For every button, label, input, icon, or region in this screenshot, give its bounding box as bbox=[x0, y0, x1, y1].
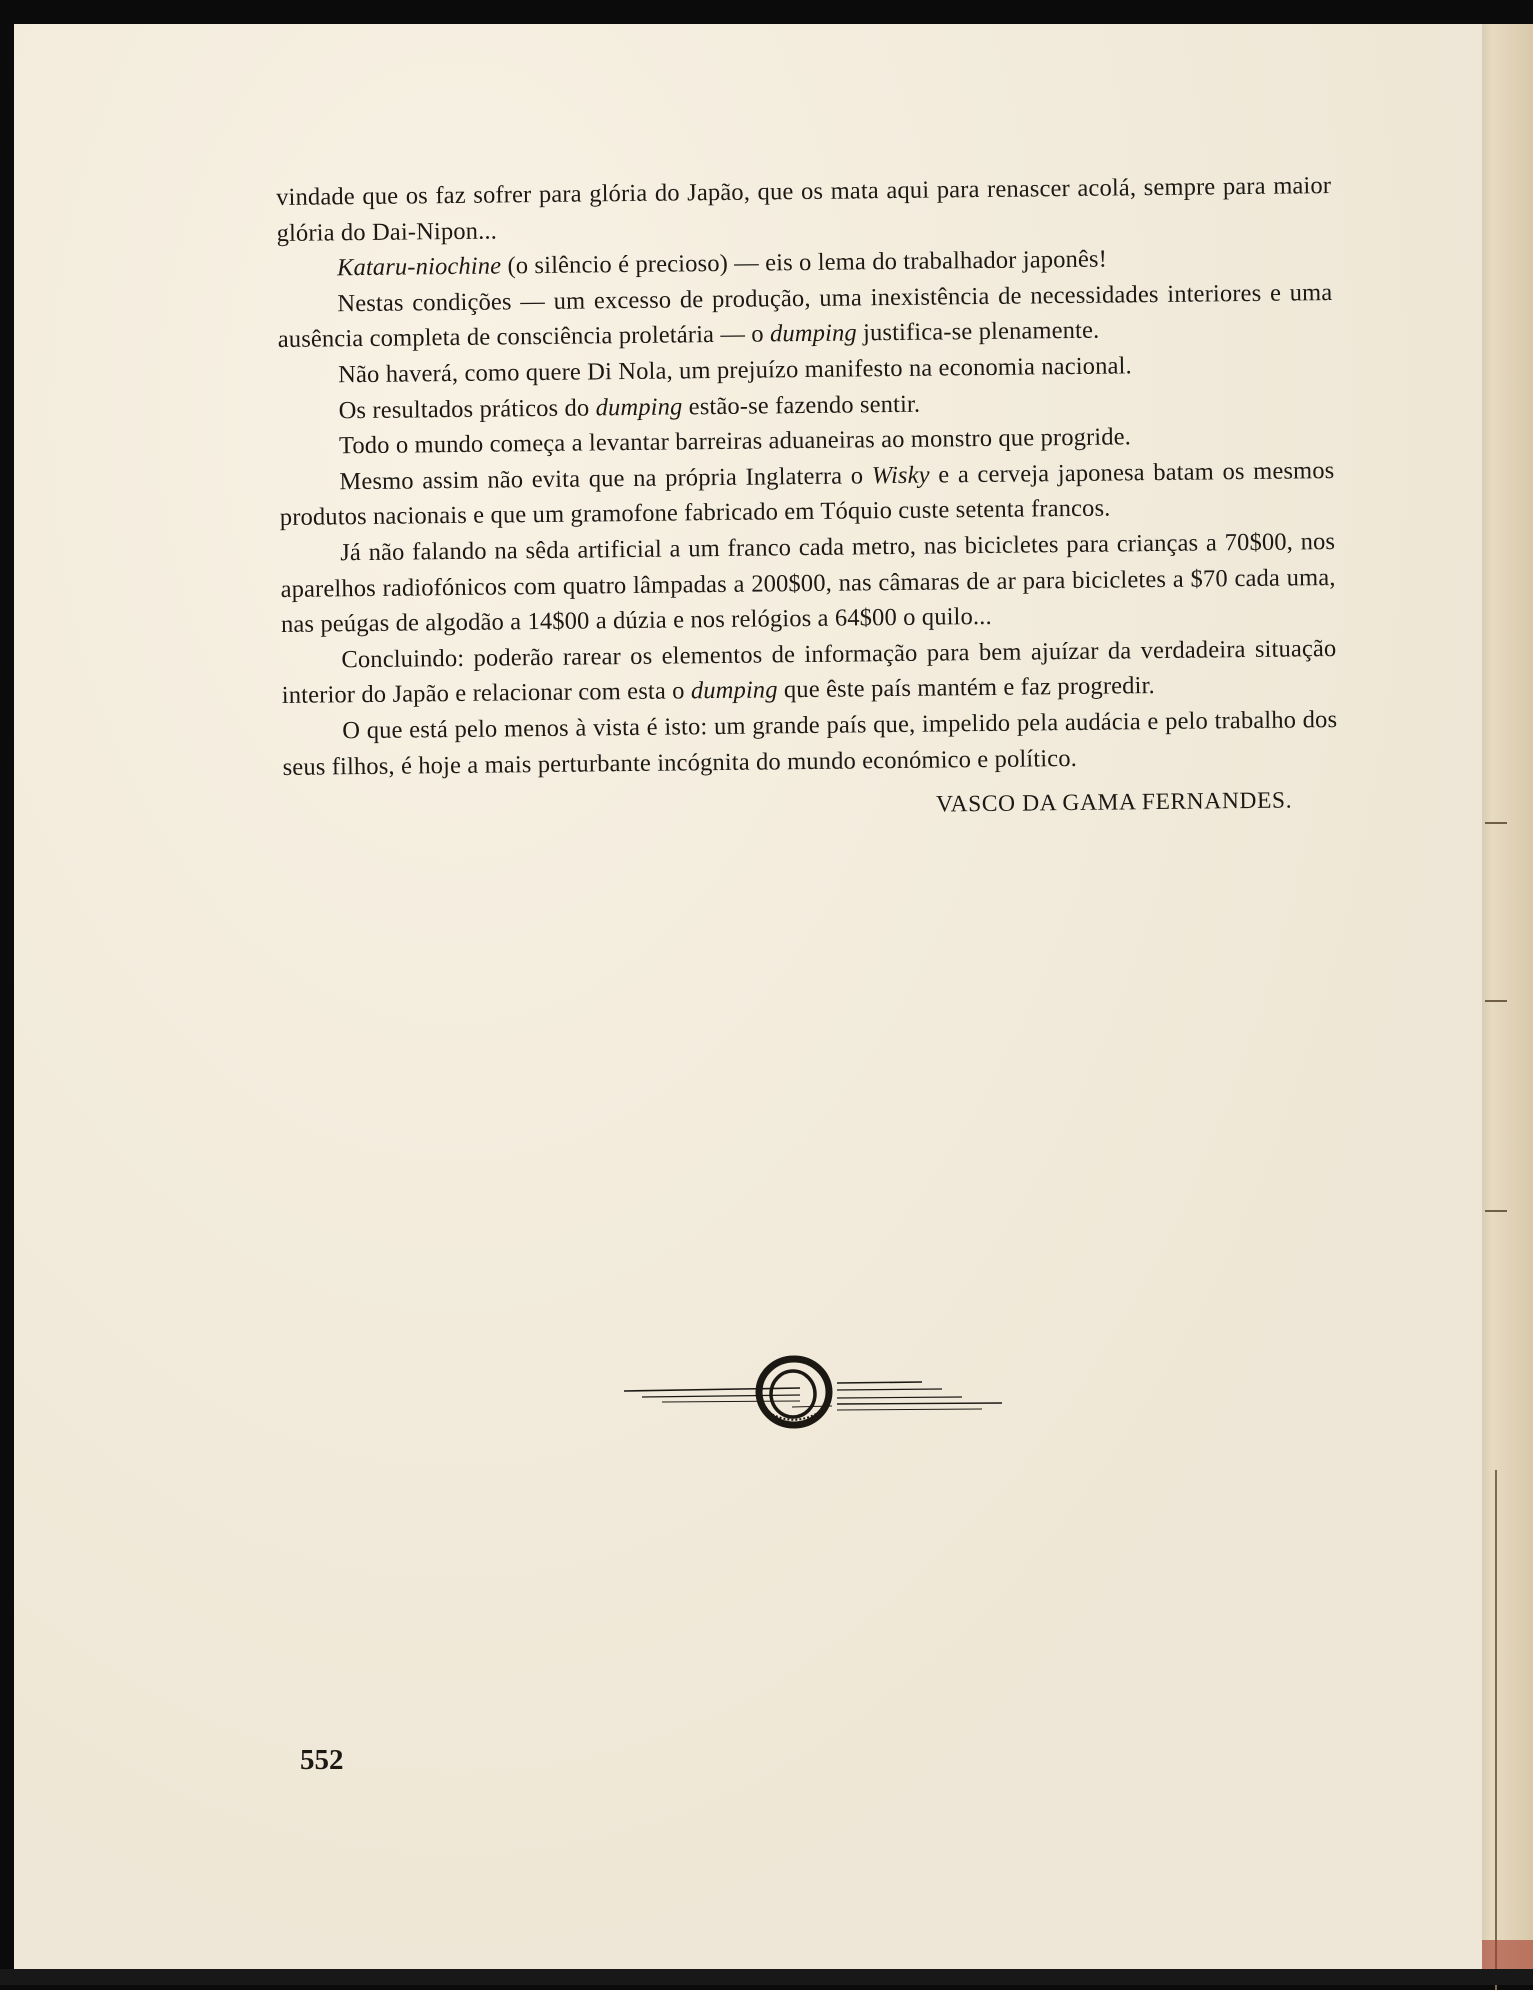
italic-term: dumping bbox=[769, 319, 857, 348]
edge-tick bbox=[1485, 1210, 1507, 1212]
author-signature: VASCO DA GAMA FERNANDES. bbox=[935, 787, 1293, 818]
text-run: Nestas condições — um excesso de produção, uma inexistência de necessidades interiores e uma ausência completa de consciência proletária — o bbox=[277, 278, 1333, 354]
paragraph bbox=[282, 702, 1338, 785]
scan-border bbox=[0, 1969, 1533, 1985]
binding-line bbox=[1495, 1470, 1497, 1990]
circle-with-speed-lines-ornament bbox=[622, 1352, 1004, 1444]
text-run: Não haverá, como quere Di Nola, um prejuízo manifesto na economia nacional. bbox=[338, 352, 1132, 389]
text-run: (o silêncio é precioso) — eis o lema do trabalhador japonês! bbox=[501, 245, 1108, 280]
text-run: O que está pelo menos à vista é isto: um grande país que, impelido pela audácia e pelo trabalho dos seus filhos, é hoje a mais perturbante incógnita do mundo económico e político. bbox=[282, 705, 1338, 781]
text-run: e a cerveja japonesa batam os mesmos produtos nacionais e que um gramofone fabricado em Tóquio custe setenta francos. bbox=[279, 456, 1335, 532]
page-edge bbox=[1482, 24, 1533, 1969]
italic-term: Kataru-niochine bbox=[336, 252, 502, 282]
text-run: vindade que os faz sofrer para glória do Japão, que os mata aqui para renascer acolá, sempre para maior glória do Dai-Nipon... bbox=[276, 172, 1332, 247]
italic-term: dumping bbox=[595, 392, 683, 421]
text-run: estão-se fazendo sentir. bbox=[682, 390, 921, 420]
text-run: Os resultados práticos do bbox=[338, 393, 596, 424]
edge-tick bbox=[1485, 822, 1507, 824]
page-number: 552 bbox=[300, 1744, 344, 1776]
italic-term: Wisky bbox=[871, 461, 930, 490]
paragraph bbox=[279, 453, 1335, 536]
article-text bbox=[276, 168, 1338, 831]
paragraph bbox=[281, 631, 1337, 714]
edge-tick bbox=[1485, 1000, 1507, 1002]
text-run: que êste país mantém e faz progredir. bbox=[777, 672, 1155, 704]
italic-term: dumping bbox=[690, 676, 778, 705]
paragraph bbox=[277, 275, 1333, 358]
text-run: Mesmo assim não evita que na própria Inglaterra o bbox=[339, 462, 872, 496]
text-run: Concluindo: poderão rarear os elementos de informação para bem ajuízar da verdadeira situação interior do Japão e relacionar com esta o bbox=[281, 634, 1337, 710]
text-run: justifica-se plenamente. bbox=[856, 317, 1100, 347]
paragraph bbox=[280, 524, 1336, 643]
paragraph bbox=[276, 168, 1332, 251]
text-run: Já não falando na sêda artificial a um franco cada metro, nas bicicletes para crianças a 70$00, nos aparelhos radiofónicos com quatro lâmpadas a 200$00, nas câmaras de ar para bicicletes a $70 cada uma, nas peúgas de algodão a 14$00 a dúzia e nos relógios a 64$00 o quilo... bbox=[280, 527, 1336, 639]
text-run: Todo o mundo começa a levantar barreiras aduaneiras ao monstro que progride. bbox=[338, 423, 1132, 460]
